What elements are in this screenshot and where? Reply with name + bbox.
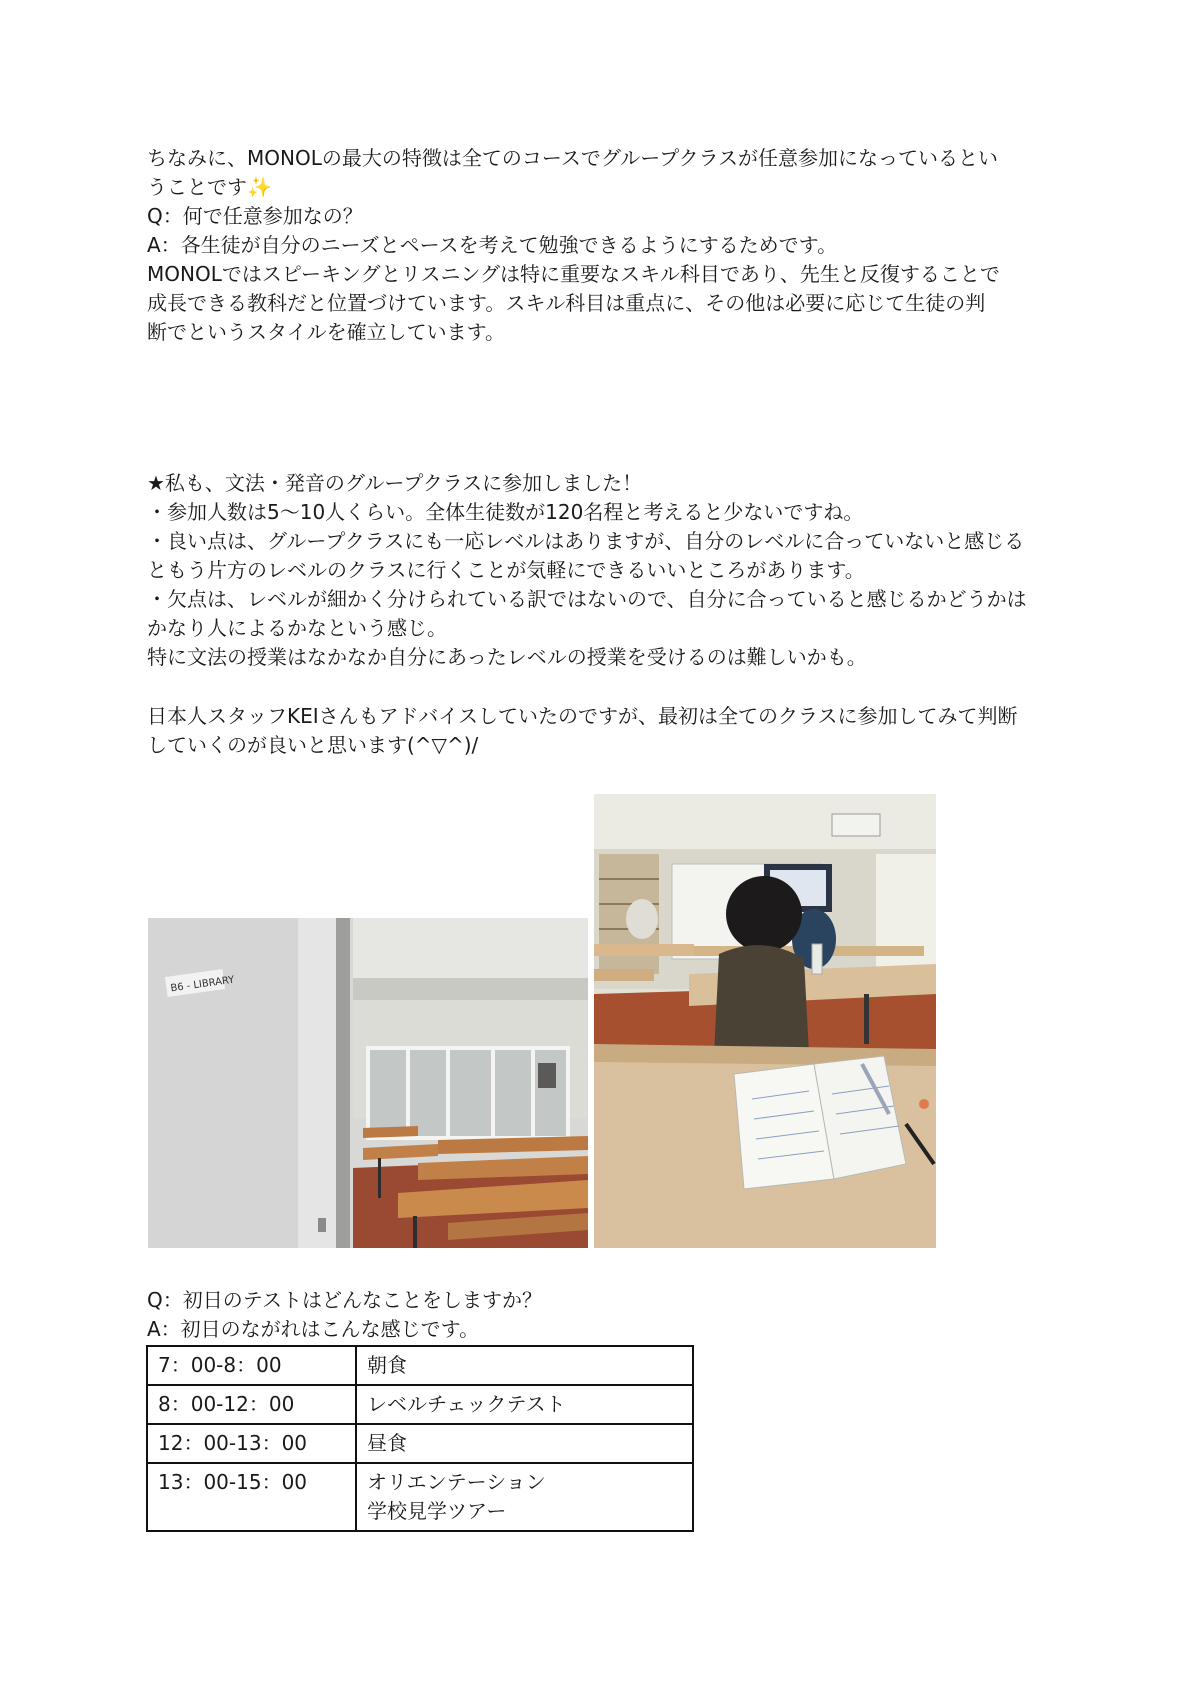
question-text: Q：何で任意参加なの？ [147,204,363,228]
body-line: MONOLではスピーキングとリスニングは特に重要なスキル科目であり、先生と反復することで [147,262,1000,286]
time-cell: 8：00-12：00 [147,1385,356,1424]
bullet-line: ともう片方のレベルのクラスに行くことが気軽にできるいいところがあります。 [147,558,865,582]
activity-cell [356,1463,693,1531]
time-cell: 7：00-8：00 [147,1346,356,1385]
advice-paragraph [147,702,1067,760]
activity-cell: レベルチェックテスト [356,1385,693,1424]
first-day-section [147,1286,1067,1344]
table-row [147,1385,693,1424]
bullet-line: かなり人によるかなという感じ。 [147,616,447,640]
question-text: Q：初日のテストはどんなことをしますか？ [147,1288,542,1312]
experience-section [147,469,1067,672]
activity-line: オリエンテーション [367,1470,546,1494]
intro-line [147,173,1067,202]
activity-cell: 昼食 [356,1424,693,1463]
body-line: 断でというスタイルを確立しています。 [147,320,505,344]
table-row [147,1463,693,1531]
section-heading: ★私も、文法・発音のグループクラスに参加しました！ [147,471,643,495]
schedule-table [146,1345,694,1532]
intro-paragraph [147,144,1067,347]
intro-line-text: うことです [147,175,247,199]
table-row [147,1346,693,1385]
sparkle-icon: ✨ [247,175,272,199]
activity-cell: 朝食 [356,1346,693,1385]
answer-text: A：各生徒が自分のニーズとペースを考えて勉強できるようにするためです。 [147,233,838,257]
library-sign: B6 - LIBRARY [169,974,236,995]
body-line: 特に文法の授業はなかなか自分にあったレベルの授業を受けるのは難しいかも。 [147,645,867,669]
bullet-line: ・参加人数は5〜10人くらい。全体生徒数が120名程と考えると少ないですね。 [147,500,864,524]
body-line: 成長できる教科だと位置づけています。スキル科目は重点に、その他は必要に応じて生徒の判 [147,291,986,315]
time-cell: 12：00-13：00 [147,1424,356,1463]
library-classroom-photo [148,918,588,1248]
advice-line: 日本人スタッフKEIさんもアドバイスしていたのですが、最初は全てのクラスに参加してみて判断 [147,704,1018,728]
activity-line: 学校見学ツアー [367,1499,507,1523]
table-row [147,1424,693,1463]
time-cell: 13：00-15：00 [147,1463,356,1531]
intro-line: ちなみに、MONOLの最大の特徴は全てのコースでグループクラスが任意参加になっているとい [147,146,999,170]
advice-line: していくのが良いと思います(^▽^)/ [147,733,479,757]
bullet-line: ・良い点は、グループクラスにも一応レベルはありますが、自分のレベルに合っていないと感じる [147,529,1025,553]
answer-text: A：初日のながれはこんな感じです。 [147,1317,480,1341]
bullet-line: ・欠点は、レベルが細かく分けられている訳ではないので、自分に合っていると感じるかどうかは [147,587,1027,611]
group-class-photo [594,794,936,1248]
